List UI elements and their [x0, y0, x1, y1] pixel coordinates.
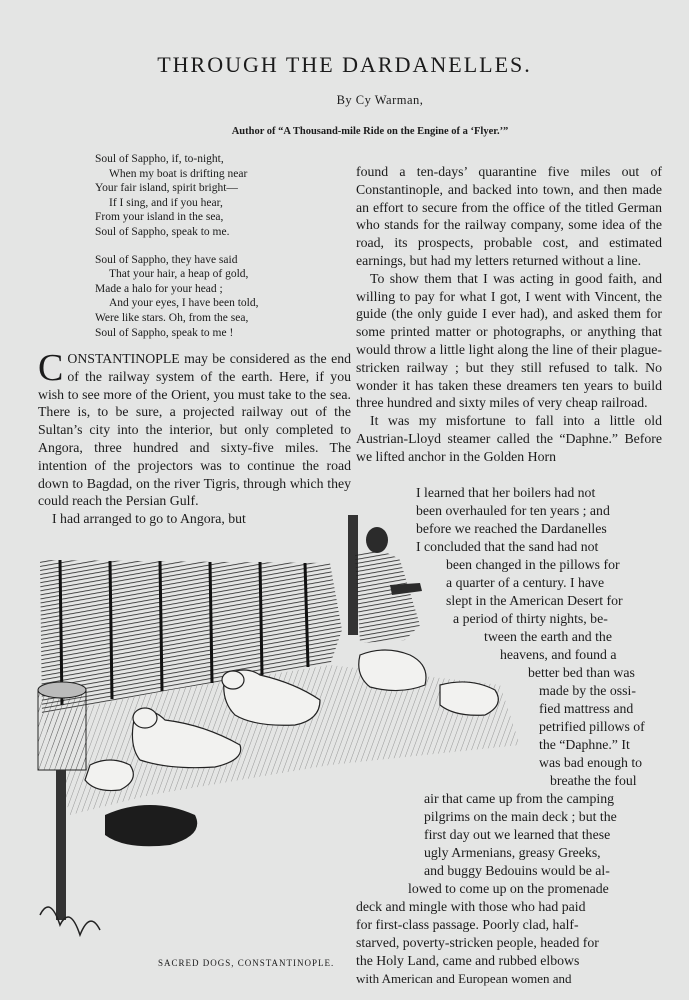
- text-line: deck and mingle with those who had paid: [356, 899, 586, 914]
- text-line: was bad enough to: [539, 755, 643, 770]
- poem-line: Were like stars. Oh, from the sea,: [95, 311, 249, 324]
- right-column: [356, 163, 662, 466]
- text-line: slept in the American Desert for: [446, 593, 623, 608]
- poem-line: And your eyes, I have been told,: [109, 297, 259, 310]
- text-line: breathe the foul: [550, 773, 637, 788]
- seated-man: [348, 515, 422, 643]
- paragraph: CONSTANTINOPLE may be considered as the end of the railway system of the earth. Here, if you wish to see more of the Orient, you must take to the sea. There is, to be sure, a projected railway out of the Sultan’s city into the interior, but only completed to Angora, three hundred and sixty-five miles. The intention of the projectors was to continue the road down to Bagdad, on the river Tigris, through which they could reach the Persian Gulf.: [38, 347, 351, 509]
- paragraph: To show them that I was acting in good faith, and willing to pay for what I got, I went with Vincent, the guide (the only guide I ever had), and asked them for some printed matter or photographs, or anything that would throw a little light along the line of their plague-stricken railway ; but they still refused to talk. No wonder it has taken these dreamers ten years to build three hundred and sixty miles of very cheap railroad.: [356, 270, 662, 411]
- text-line: a period of thirty nights, be-: [453, 611, 608, 626]
- illustration-caption: SACRED DOGS, CONSTANTINOPLE.: [158, 958, 335, 968]
- shadow: [105, 805, 197, 846]
- poem-stanza-1: [95, 152, 345, 240]
- sacred-dogs-illustration: [30, 515, 520, 955]
- poem-line: Made a halo for your head ;: [95, 282, 223, 295]
- text-line: heavens, and found a: [500, 647, 617, 662]
- poem-line: From your island in the sea,: [95, 211, 224, 224]
- text-line: I concluded that the sand had not: [416, 539, 599, 554]
- text-line: a quarter of a century. I have: [446, 575, 605, 590]
- text-line: before we reached the Dardanelles: [416, 521, 607, 536]
- text-line: I learned that her boilers had not: [416, 485, 596, 500]
- paragraph: I had arranged to go to Angora, but: [52, 511, 246, 527]
- poem-line: Soul of Sappho, if, to-night,: [95, 153, 224, 165]
- text-line: made by the ossi-: [539, 683, 636, 698]
- poem-line: If I sing, and if you hear,: [109, 196, 223, 209]
- text-line: the “Daphne.” It: [539, 737, 630, 752]
- text-line: lowed to come up on the promenade: [408, 881, 609, 896]
- byline: By Cy Warman,: [336, 93, 424, 107]
- poem-line: When my boat is drifting near: [109, 167, 248, 180]
- text-line: been overhauled for ten years ; and: [416, 503, 610, 518]
- text-line: the Holy Land, came and rubbed elbows: [356, 953, 580, 968]
- text-line: fied mattress and: [539, 701, 634, 716]
- left-column: [38, 347, 351, 528]
- text-line: starved, poverty-stricken people, headed for: [356, 935, 599, 950]
- text-line: pilgrims on the main deck ; but the: [424, 809, 617, 824]
- text-line: and buggy Bedouins would be al-: [424, 863, 610, 878]
- article-title: THROUGH THE DARDANELLES.: [157, 52, 532, 77]
- text-line: ugly Armenians, greasy Greeks,: [424, 845, 601, 860]
- text-line: been changed in the pillows for: [446, 557, 620, 572]
- paragraph: It was my misfortune to fall into a little old Austrian-Lloyd steamer called the “Daphne.” Before we lifted anchor in the Golden Horn: [356, 413, 662, 464]
- text-line: tween the earth and the: [484, 629, 612, 644]
- poem-line: Soul of Sappho, they have said: [95, 253, 238, 266]
- text-line: petrified pillows of: [539, 719, 645, 734]
- text-line: air that came up from the camping: [424, 791, 615, 806]
- drop-cap: C: [38, 347, 64, 389]
- text-line: better bed than was: [528, 665, 635, 680]
- poem-line: Soul of Sappho, speak to me !: [95, 326, 234, 339]
- poem-line: Your fair island, spirit bright—: [95, 182, 238, 195]
- author-credit: Author of “A Thousand-mile Ride on the Engine of a ‘Flyer.’”: [231, 126, 509, 137]
- poem-line: That your hair, a heap of gold,: [109, 268, 249, 281]
- poem-stanza-2: [95, 253, 345, 341]
- poem-line: Soul of Sappho, speak to me.: [95, 225, 230, 238]
- paragraph: found a ten-days’ quarantine five miles out of Constantinople, and backed into town, and then made an effort to secure from the office of the titled German who stands for the railway company, some idea of the road, its prospects, probable cost, and estimated earnings, but had my letters returned without a line.: [356, 164, 662, 268]
- text-line: with American and European women and: [356, 971, 572, 986]
- text-line: first day out we learned that these: [424, 827, 611, 842]
- text-line: for first-class passage. Poorly clad, half-: [356, 917, 579, 932]
- artist-signature: [40, 907, 100, 935]
- poem: [95, 152, 345, 353]
